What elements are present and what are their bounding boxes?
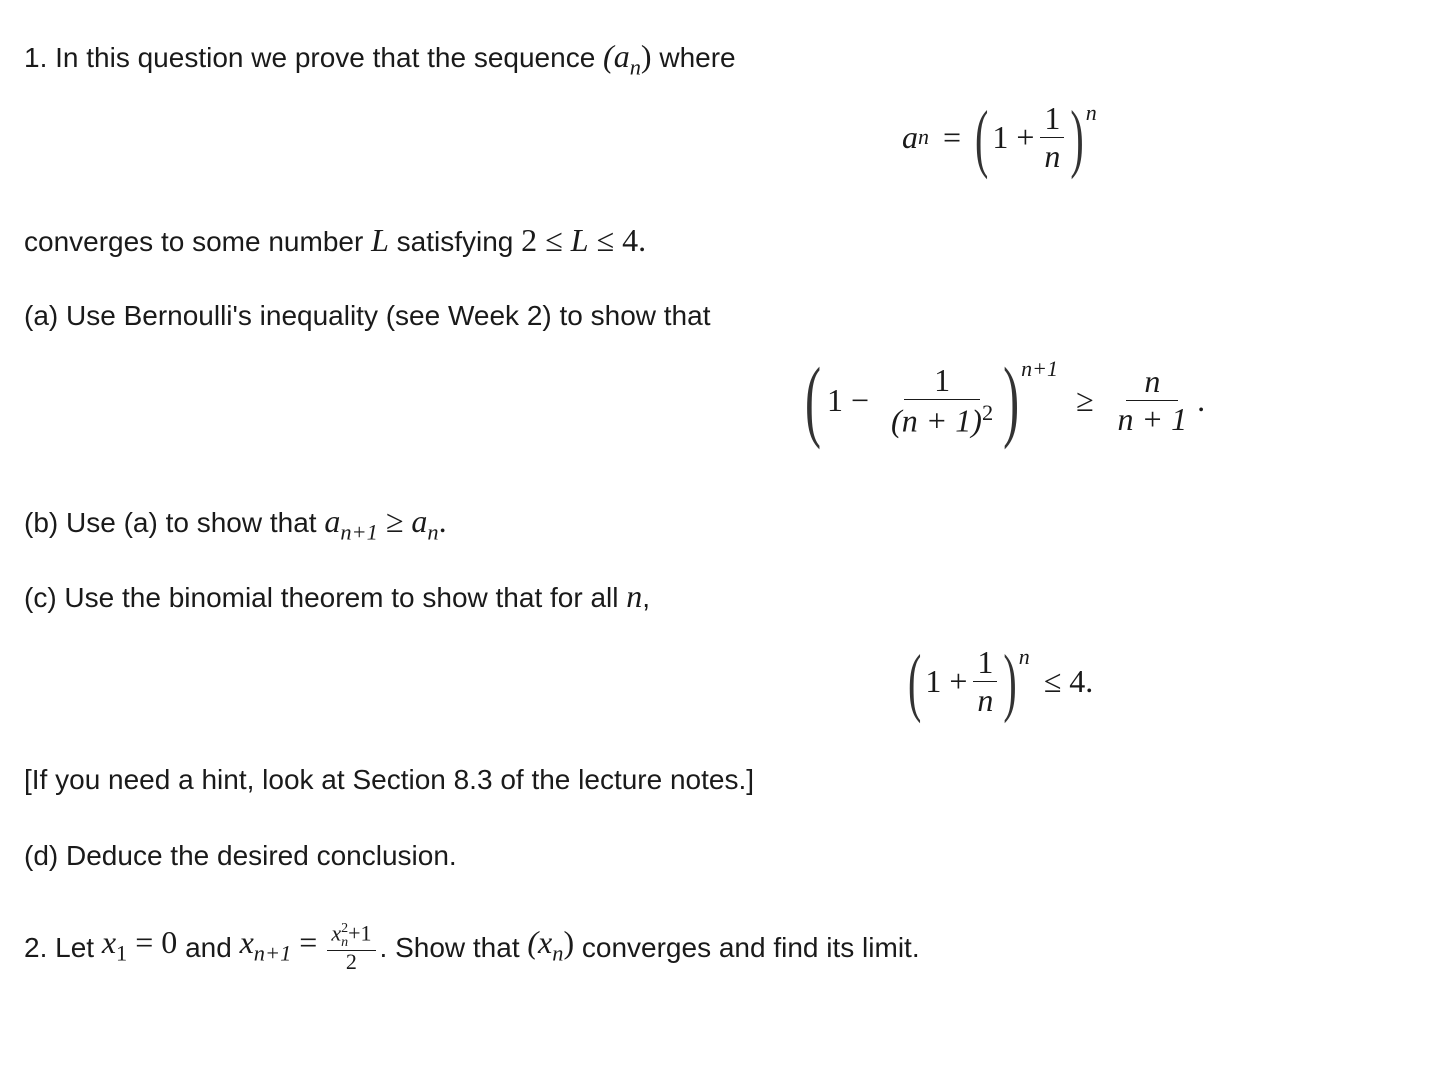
equation-bernoulli: ( 1 − $\frac{1}{(n + 1)^2}$ ) n+1 ≥ $\frac{n}{n + 1}$ .: [805, 350, 1206, 451]
converges-statement: converges to some number L satisfying 2 ≤ L ≤ 4.: [24, 222, 647, 258]
hint-text: [If you need a hint, look at Section 8.3 of the lecture notes.]: [24, 764, 755, 795]
text: 1. In this question we prove that the sequence: [24, 42, 596, 73]
sequence-an: $(a_n)$: [603, 38, 652, 80]
part-c-text: (c) Use the binomial theorem to show that for all n,: [24, 578, 651, 614]
text: where: [659, 42, 736, 73]
part-d-text: (d) Deduce the desired conclusion.: [24, 840, 457, 871]
equation-an-definition: a n = ( 1 + $\frac{1}{n}$ ) n: [902, 94, 1097, 181]
recurrence-fraction: $\frac{x^2_n+1}{2}$: [327, 922, 375, 973]
part-b-text: (b) Use (a) to show that $a_{n+1} \ge a_n$.: [24, 503, 447, 545]
part-a-text: (a) Use Bernoulli's inequality (see Week 2) to show that: [24, 300, 711, 331]
equation-binomial-bound: ( 1 + $\frac{1}{n}$ ) n ≤ 4.: [908, 638, 1094, 725]
question-1-intro: [24, 38, 736, 85]
question-2: 2. Let $x_1 = 0$ and $x_{n+1}$ = $\frac{x^2_n+1}{2}$ . Show that $(x_n)$ converges and find its limit.: [24, 920, 920, 975]
